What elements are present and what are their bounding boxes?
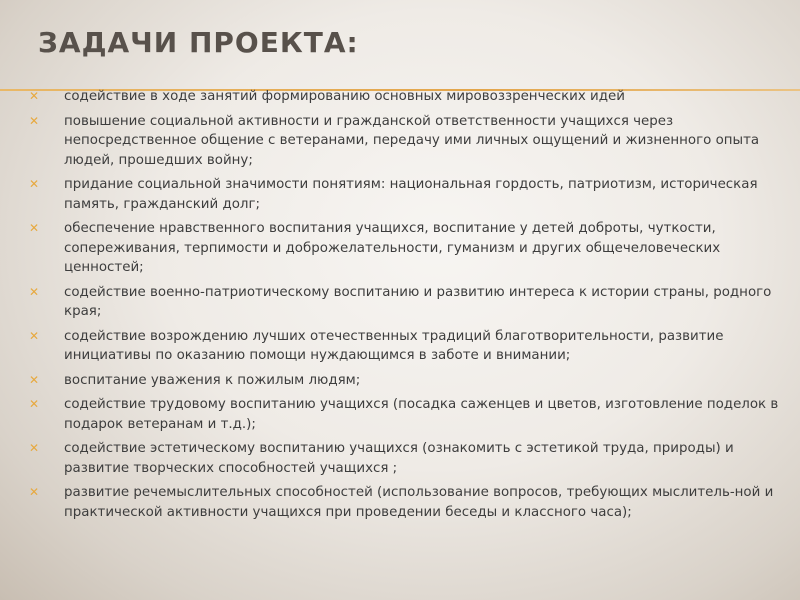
task-list <box>26 87 786 527</box>
list-item <box>26 371 786 391</box>
x-mark-icon: ✕ <box>29 441 40 455</box>
list-item <box>26 219 786 278</box>
list-item-text: содействие эстетическому воспитанию учащихся (ознакомить с эстетикой труда, природы) и развитие творческих способностей учащихся ; <box>64 441 734 476</box>
list-item-text: содействие военно-патриотическому воспитанию и развитию интереса к истории страны, родного края; <box>64 284 772 319</box>
list-item <box>26 327 786 366</box>
list-item-text: развитие речемыслительных способностей (использование вопросов, требующих мыслитель-ной и практической активности учащихся при проведении беседы и классного часа); <box>64 485 774 520</box>
list-item-text: обеспечение нравственного воспитания учащихся, воспитание у детей доброты, чуткости, сопереживания, терпимости и доброжелательности, гуманизм и других общечеловеческих ценностей; <box>64 221 721 275</box>
list-item-text: содействие трудовому воспитанию учащихся (посадка саженцев и цветов, изготовление поделок в подарок ветеранам и т.д.); <box>64 397 779 432</box>
list-item-text: воспитание уважения к пожилым людям; <box>64 372 361 388</box>
slide-title: ЗАДАЧИ ПРОЕКТА: <box>38 26 359 59</box>
list-item <box>26 112 786 171</box>
list-item <box>26 87 786 107</box>
x-mark-icon: ✕ <box>29 177 40 191</box>
list-item-text: повышение социальной активности и гражданской ответственности учащихся через непосредственное общение с ветеранами, передачу ими личных ощущений и жизненного опыта людей, прошедших войну; <box>64 113 760 168</box>
x-mark-icon: ✕ <box>29 328 40 343</box>
list-item <box>26 483 786 522</box>
list-item-text: придание социальной значимости понятиям: национальная гордость, патриотизм, историческая память, гражданский долг; <box>64 177 758 212</box>
list-item <box>26 395 786 434</box>
list-item <box>26 439 786 478</box>
x-mark-icon: ✕ <box>29 485 40 499</box>
list-item <box>26 283 786 322</box>
x-mark-icon: ✕ <box>29 372 40 387</box>
list-item-text: содействие возрождению лучших отечественных традиций благотворительности, развитие инициативы по оказанию помощи нуждающимся в заботе и внимании; <box>64 328 724 363</box>
x-mark-icon: ✕ <box>29 284 40 299</box>
list-item-text: содействие в ходе занятий формированию основных мировоззренческих идей <box>64 89 625 104</box>
list-item <box>26 175 786 214</box>
x-mark-icon: ✕ <box>29 221 40 235</box>
x-mark-icon: ✕ <box>29 89 40 103</box>
x-mark-icon: ✕ <box>29 113 40 128</box>
x-mark-icon: ✕ <box>29 397 40 411</box>
